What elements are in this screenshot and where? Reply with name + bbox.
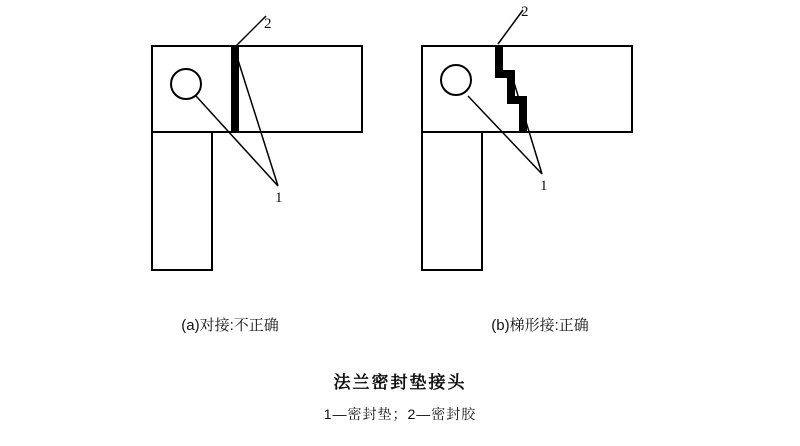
figure-legend: 1—密封垫；2—密封胶 xyxy=(323,406,477,422)
figure-title: 法兰密封垫接头 xyxy=(333,373,467,392)
panel-b-label-sealant: 2 xyxy=(521,4,529,20)
panel-a-label-sealant: 2 xyxy=(264,16,272,32)
panel-b-bolt-hole xyxy=(441,65,471,95)
panel-b-drawing xyxy=(422,10,632,270)
panel-a-caption: (a)对接:不正确 xyxy=(181,317,279,334)
panel-a-leader-sealant xyxy=(236,16,266,46)
panel-a-horizontal-flange xyxy=(236,46,362,132)
panel-b-caption: (b)梯形接:正确 xyxy=(491,317,589,334)
panel-a-sealant-strip xyxy=(231,45,239,133)
panel-a-bolt-hole xyxy=(171,69,201,99)
panel-b-leader-sealant xyxy=(498,10,523,44)
panel-b-label-gasket: 1 xyxy=(540,178,548,194)
panel-a-label-gasket: 1 xyxy=(275,190,283,206)
panel-a-drawing xyxy=(152,16,362,270)
